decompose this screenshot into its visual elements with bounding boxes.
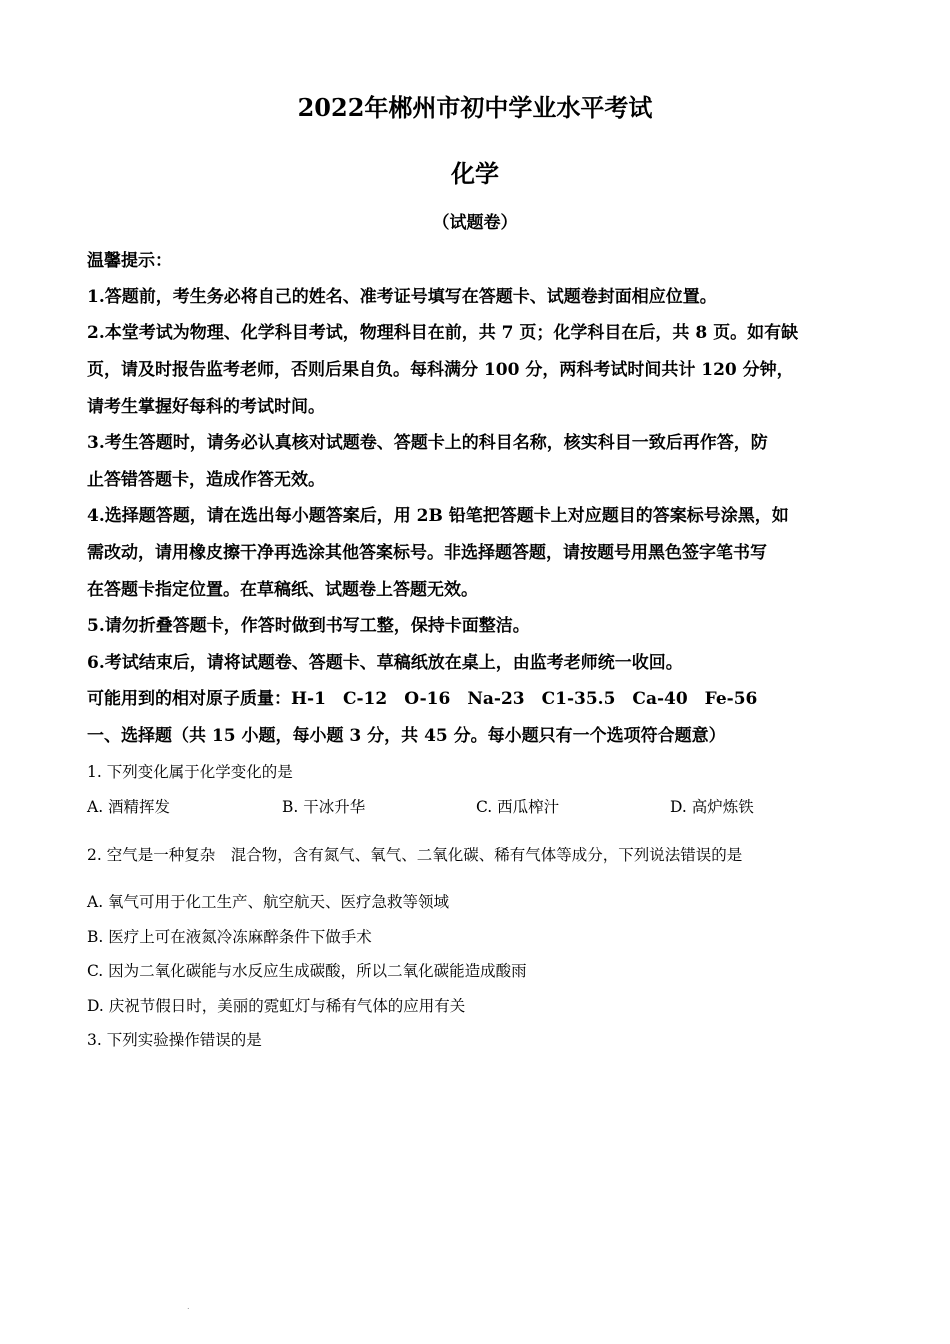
footer-mark: . [187,1302,190,1311]
notice-item-6: 6.考试结束后，请将试题卷、答题卡、草稿纸放在桌上，由监考老师统一收回。 [87,653,683,673]
question-2-option-d: D. 庆祝节假日时，美丽的霓虹灯与稀有气体的应用有关 [87,997,466,1015]
notice-item-1: 1.答题前，考生务必将自己的姓名、准考证号填写在答题卡、试题卷封面相应位置。 [87,287,717,307]
notice-item-4-line-3: 在答题卡指定位置。在草稿纸、试题卷上答题无效。 [87,580,478,600]
question-2-option-c: C. 因为二氧化碳能与水反应生成碳酸，所以二氧化碳能造成酸雨 [87,962,527,980]
question-3-stem: 3. 下列实验操作错误的是 [87,1031,262,1049]
question-2-option-a: A. 氧气可用于化工生产、航空航天、医疗急救等领域 [87,893,450,911]
question-2-option-b: B. 医疗上可在液氮冷冻麻醉条件下做手术 [87,928,372,946]
notice-item-5: 5.请勿折叠答题卡，作答时做到书写工整，保持卡面整洁。 [87,616,530,636]
question-2-stem: 2. 空气是一种复杂 混合物，含有氮气、氧气、二氧化碳、稀有气体等成分，下列说法错误的是 [87,846,743,864]
question-1-option-b: B. 干冰升华 [282,798,366,816]
notice-item-4-line-1: 4.选择题答题，请在选出每小题答案后，用 2B 铅笔把答题卡上对应题目的答案标号涂黑，如 [87,506,789,526]
question-1-option-c: C. 西瓜榨汁 [476,798,560,816]
exam-title: 2022年郴州市初中学业水平考试 [297,93,653,122]
notice-item-2-line-1: 2.本堂考试为物理、化学科目考试，物理科目在前，共 7 页；化学科目在后，共 8 页。如有缺 [87,323,799,343]
notice-item-2-line-3: 请考生掌握好每科的考试时间。 [87,397,325,417]
notice-item-2-line-2: 页，请及时报告监考老师，否则后果自负。每科满分 100 分，两科考试时间共计 120 分钟， [87,360,794,380]
notice-item-3-line-2: 止答错答题卡，造成作答无效。 [87,470,325,490]
section-1-heading: 一、选择题（共 15 小题，每小题 3 分，共 45 分。每小题只有一个选项符合题意） [87,726,726,746]
notice-item-3-line-1: 3.考生答题时，请务必认真核对试题卷、答题卡上的科目名称，核实科目一致后再作答，防 [87,433,768,453]
question-1-option-a: A. 酒精挥发 [87,798,171,816]
question-1-option-d: D. 高炉炼铁 [670,798,754,816]
notice-item-4-line-2: 需改动，请用橡皮擦干净再选涂其他答案标号。非选择题答题，请按题号用黑色签字笔书写 [87,543,767,563]
atomic-masses: 可能用到的相对原子质量：H-1 C-12 O-16 Na-23 C1-35.5 Ca-40 Fe-56 [87,689,758,709]
notice-heading: 温馨提示： [87,251,172,271]
question-1-stem: 1. 下列变化属于化学变化的是 [87,763,293,781]
subject-title: 化学 [451,159,499,188]
paper-type: （试题卷） [432,213,518,233]
